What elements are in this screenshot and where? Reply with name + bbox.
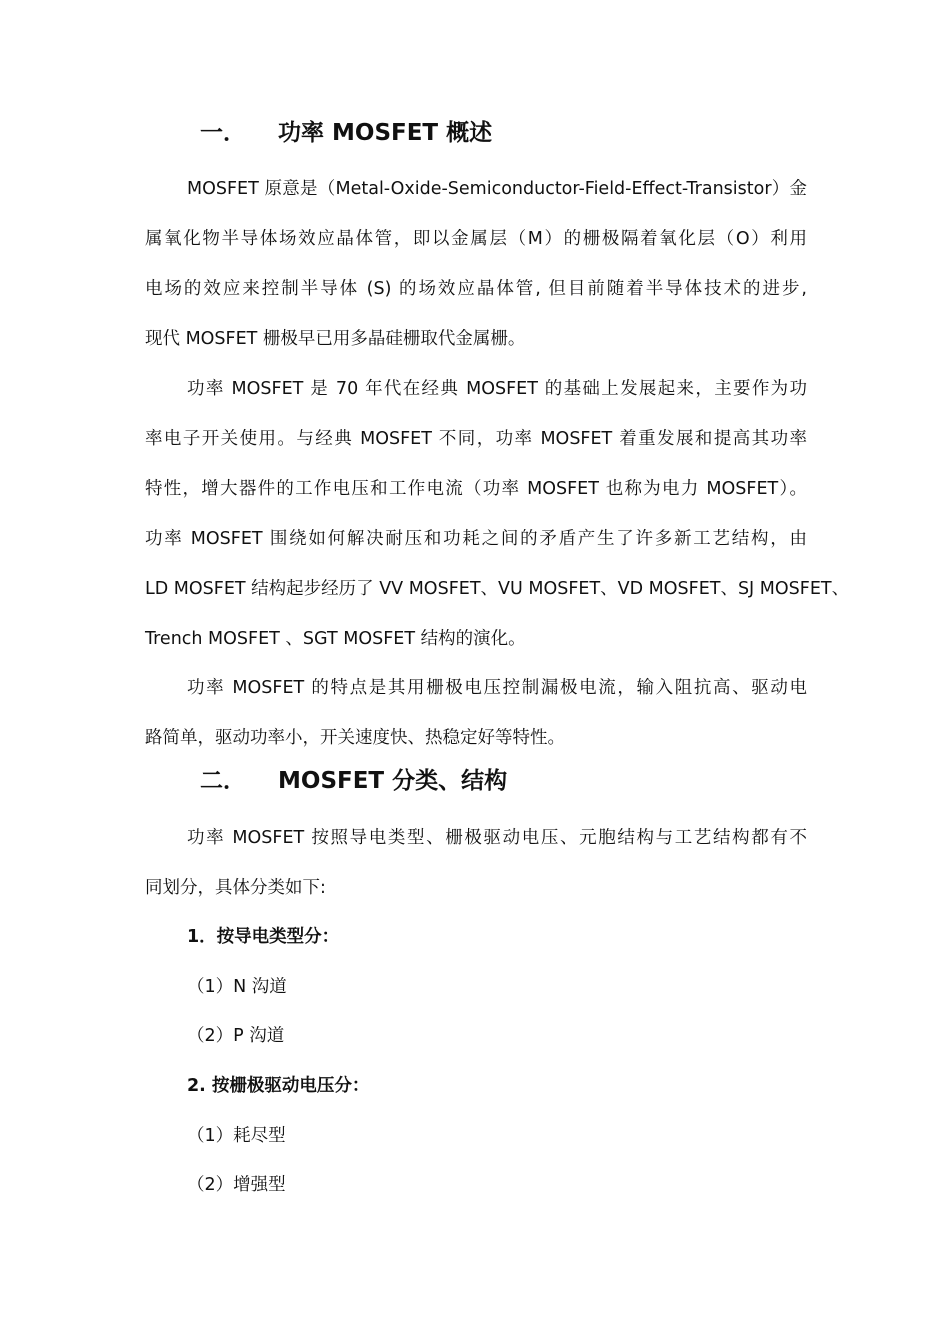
- paragraph-1-line-2: 属氧化物半导体场效应晶体管，即以金属层（M）的栅极隔着氧化层（O）利用: [145, 229, 807, 249]
- section-title-2: MOSFET 分类、结构: [278, 768, 508, 794]
- paragraph-1-line-3: 电场的效应来控制半导体 (S) 的场效应晶体管, 但目前随着半导体技术的进步,: [145, 279, 807, 299]
- section-heading-1: [200, 118, 492, 148]
- paragraph-2-line-3: 特性，增大器件的工作电压和工作电流（功率 MOSFET 也称为电力 MOSFET）。: [145, 479, 807, 499]
- paragraph-2-line-4: 功率 MOSFET 围绕如何解决耐压和功耗之间的矛盾产生了许多新工艺结构，由: [145, 529, 807, 549]
- section-number-2: 二．: [200, 768, 246, 794]
- intro-line-1: 功率 MOSFET 按照导电类型、栅极驱动电压、元胞结构与工艺结构都有不: [187, 828, 807, 848]
- section-heading-2: [200, 766, 507, 796]
- paragraph-2-line-2: 率电子开关使用。与经典 MOSFET 不同，功率 MOSFET 着重发展和提高其功率: [145, 429, 807, 449]
- category-heading-2: 2. 按栅极驱动电压分：: [187, 1076, 370, 1096]
- section-title-1: 功率 MOSFET 概述: [278, 120, 493, 146]
- category-2-item-2: （2）增强型: [187, 1175, 286, 1195]
- section-number-1: 一．: [200, 120, 246, 146]
- paragraph-2-line-1: 功率 MOSFET 是 70 年代在经典 MOSFET 的基础上发展起来，主要作为功: [187, 379, 807, 399]
- intro-line-2: 同划分，具体分类如下:: [145, 878, 326, 898]
- paragraph-3-line-2: 路简单，驱动功率小，开关速度快、热稳定好等特性。: [145, 728, 565, 748]
- category-2-item-1: （1）耗尽型: [187, 1126, 286, 1146]
- paragraph-2-line-5: LD MOSFET 结构起步经历了 VV MOSFET、VU MOSFET、VD MOSFET、SJ MOSFET、: [145, 579, 850, 599]
- category-heading-1: 1．按导电类型分：: [187, 927, 340, 947]
- paragraph-1-line-4: 现代 MOSFET 栅极早已用多晶硅栅取代金属栅。: [145, 329, 526, 349]
- category-1-item-2: （2）P 沟道: [187, 1026, 285, 1046]
- paragraph-3-line-1: 功率 MOSFET 的特点是其用栅极电压控制漏极电流，输入阻抗高、驱动电: [187, 678, 807, 698]
- paragraph-1-line-1: MOSFET 原意是（Metal-Oxide-Semiconductor-Field-Effect-Transistor）金: [187, 179, 807, 199]
- category-1-item-1: （1）N 沟道: [187, 977, 287, 997]
- paragraph-2-line-6: Trench MOSFET 、SGT MOSFET 结构的演化。: [145, 629, 526, 649]
